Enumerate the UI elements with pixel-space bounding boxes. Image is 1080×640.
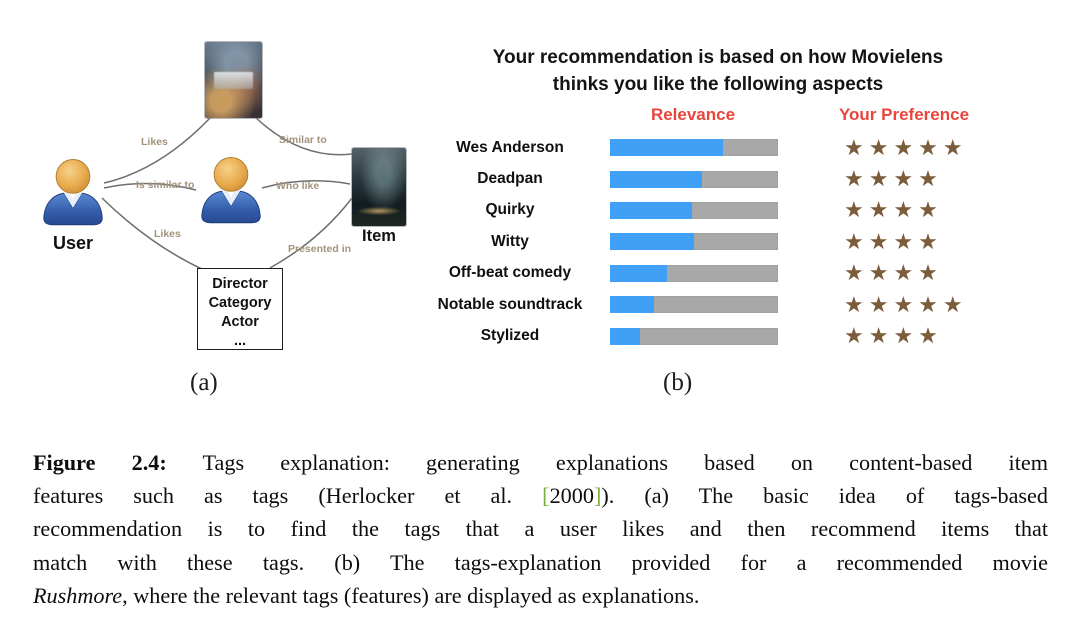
- star-rating: ★★★★: [844, 323, 943, 349]
- user-node-label: User: [52, 233, 94, 253]
- item-node-label: Item: [362, 227, 396, 245]
- tags-box-line: Director: [212, 276, 268, 292]
- item-movie-poster-icon: [352, 148, 406, 226]
- aspect-row: [430, 258, 1030, 289]
- aspect-tag-label: Witty: [491, 232, 529, 250]
- aspect-tag-label: Stylized: [480, 327, 540, 345]
- edge-label-likes-bottom: Likes: [154, 228, 181, 240]
- aspect-row: [430, 289, 1030, 320]
- edge-tags-presented-item: [270, 198, 352, 268]
- relevance-bar-fill: [610, 296, 654, 313]
- chart-title-line1: Your recommendation is based on how Movielens: [492, 47, 944, 68]
- relevance-bar-fill: [610, 139, 723, 156]
- tags-box-line: Category: [208, 295, 272, 311]
- poster-title-strip: [358, 207, 399, 216]
- star-rating: ★★★★: [844, 260, 943, 286]
- edge-label-is-similar-to: Is similar to: [136, 179, 195, 191]
- chart-title-line2: thinks you like the following aspects: [552, 74, 884, 95]
- tags-box: [197, 268, 283, 350]
- caption-line: match with these tags. (b) The tags-explanation provided for a recommended movie: [33, 549, 1048, 575]
- edge-label-likes-top: Likes: [141, 136, 168, 148]
- column-header-relevance: Relevance: [650, 105, 736, 124]
- star-rating: ★★★★: [844, 166, 943, 192]
- aspect-row: [430, 320, 1030, 351]
- aspect-row: [430, 132, 1030, 163]
- relevance-bar-fill: [610, 265, 667, 282]
- edge-label-who-like: Who like: [276, 180, 320, 192]
- aspect-row: [430, 163, 1030, 194]
- poster-logo-block: [214, 72, 253, 89]
- tags-box-line: ...: [233, 333, 247, 349]
- relevance-bar-track: [610, 328, 778, 345]
- relevance-bar-fill: [610, 233, 694, 250]
- aspect-tag-label: Off-beat comedy: [448, 264, 572, 282]
- liked-movie-poster-icon: [205, 42, 262, 118]
- relevance-bar-track: [610, 139, 778, 156]
- subfigure-label-a: (a): [190, 369, 218, 396]
- caption-line: recommendation is to find the tags that a user likes and then recommend items that: [33, 516, 1048, 542]
- aspect-tag-label: Quirky: [485, 201, 535, 219]
- subfigure-label-b: (b): [663, 369, 693, 396]
- caption-line: Figure 2.4: Tags explanation: generating explanations based on content-based item: [33, 450, 1048, 475]
- star-rating: ★★★★★: [844, 291, 968, 317]
- relevance-bar-track: [610, 202, 778, 219]
- relevance-bar-track: [610, 233, 778, 250]
- aspect-tag-label: Wes Anderson: [456, 138, 564, 156]
- relevance-bar-fill: [610, 171, 702, 188]
- column-header-your-preference: Your Preference: [838, 105, 970, 124]
- panel-a-diagram: [0, 0, 430, 360]
- aspect-row: [430, 226, 1030, 257]
- edge-label-similar-to: Similar to: [279, 134, 327, 146]
- relevance-bar-fill: [610, 328, 640, 345]
- edge-user-likes-tags: [102, 198, 204, 270]
- relevance-bar-track: [610, 171, 778, 188]
- relevance-bar-fill: [610, 202, 692, 219]
- relevance-bar-track: [610, 296, 778, 313]
- figure-caption: [33, 446, 1048, 612]
- aspect-rows: [430, 132, 1030, 352]
- aspect-tag-label: Notable soundtrack: [437, 295, 583, 313]
- caption-line: features such as tags (Herlocker et al. [2000]). (a) The basic idea of tags-based: [33, 483, 1048, 509]
- aspect-tag-label: Deadpan: [477, 170, 543, 188]
- similar-user-person-icon: [195, 149, 267, 229]
- tags-box-line: Actor: [221, 314, 259, 330]
- edge-label-presented-in: Presented in: [288, 243, 352, 255]
- user-person-icon: [37, 151, 109, 231]
- star-rating: ★★★★: [844, 197, 943, 223]
- star-rating: ★★★★: [844, 228, 943, 254]
- relevance-bar-track: [610, 265, 778, 282]
- chart-title: [448, 44, 988, 98]
- star-rating: ★★★★★: [844, 134, 968, 160]
- caption-line: Rushmore, where the relevant tags (features) are displayed as explanations.: [33, 582, 700, 608]
- aspect-row: [430, 195, 1030, 226]
